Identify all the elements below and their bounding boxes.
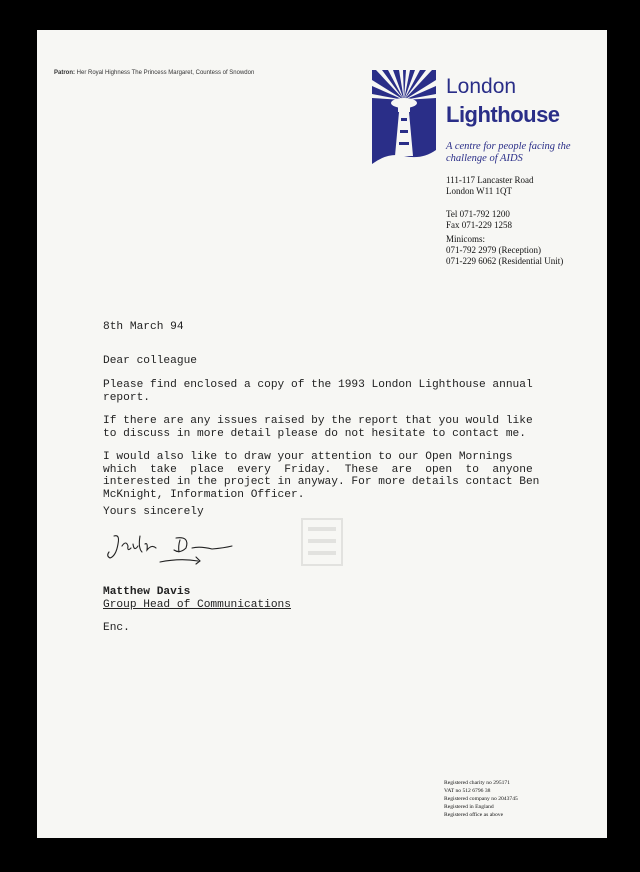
registered-office: Registered office as above xyxy=(444,812,504,818)
minicom-reception: 071-792 2979 (Reception) xyxy=(446,245,541,255)
faint-stamp-mark xyxy=(300,517,344,567)
minicom-residential: 071-229 6062 (Residential Unit) xyxy=(446,256,564,266)
phone-block xyxy=(446,209,512,231)
paragraph-1: Please find enclosed a copy of the 1993 London Lighthouse annual report. xyxy=(103,379,533,404)
postal-address xyxy=(446,175,533,197)
registered-country: Registered in England xyxy=(444,804,494,810)
closing: Yours sincerely xyxy=(103,506,204,518)
vat-number: VAT no 512 6796 38 xyxy=(444,788,491,794)
signatory-name: Matthew Davis xyxy=(103,586,191,598)
patron-label: Patron: xyxy=(54,70,75,76)
paragraph-3: I would also like to draw your attention to our Open Mornings which take place every Friday. These are open to anyone interested in the project in anyway. For more details contact Ben McKnight, Information Officer. xyxy=(103,451,540,501)
enclosure-note: Enc. xyxy=(103,622,130,634)
logo-word-london: London xyxy=(446,75,517,98)
salutation: Dear colleague xyxy=(103,355,197,367)
patron-line xyxy=(54,70,254,76)
registered-charity: Registered charity no 295171 xyxy=(444,780,511,786)
fax: Fax 071-229 1258 xyxy=(446,220,512,230)
minicoms-block xyxy=(446,234,563,267)
lighthouse-logo-icon xyxy=(372,70,436,164)
logo-word-lighthouse: Lighthouse xyxy=(446,102,560,127)
handwritten-signature xyxy=(100,528,240,574)
telephone: Tel 071-792 1200 xyxy=(446,209,510,219)
address-line-2: London W11 1QT xyxy=(446,186,512,196)
patron-text: Her Royal Highness The Princess Margaret, Countess of Snowdon xyxy=(76,70,255,76)
letter-date: 8th March 94 xyxy=(103,321,184,333)
paragraph-2: If there are any issues raised by the report that you would like to discuss in more detail please do not hesitate to contact me. xyxy=(103,415,533,440)
company-number: Registered company no 2043745 xyxy=(444,796,518,802)
tagline: A centre for people facing the challenge of AIDS xyxy=(446,141,571,164)
registration-details xyxy=(444,779,518,819)
address-line-1: 111-117 Lancaster Road xyxy=(446,175,534,185)
signatory-title: Group Head of Communications xyxy=(103,599,291,611)
minicoms-label: Minicoms: xyxy=(446,234,486,244)
